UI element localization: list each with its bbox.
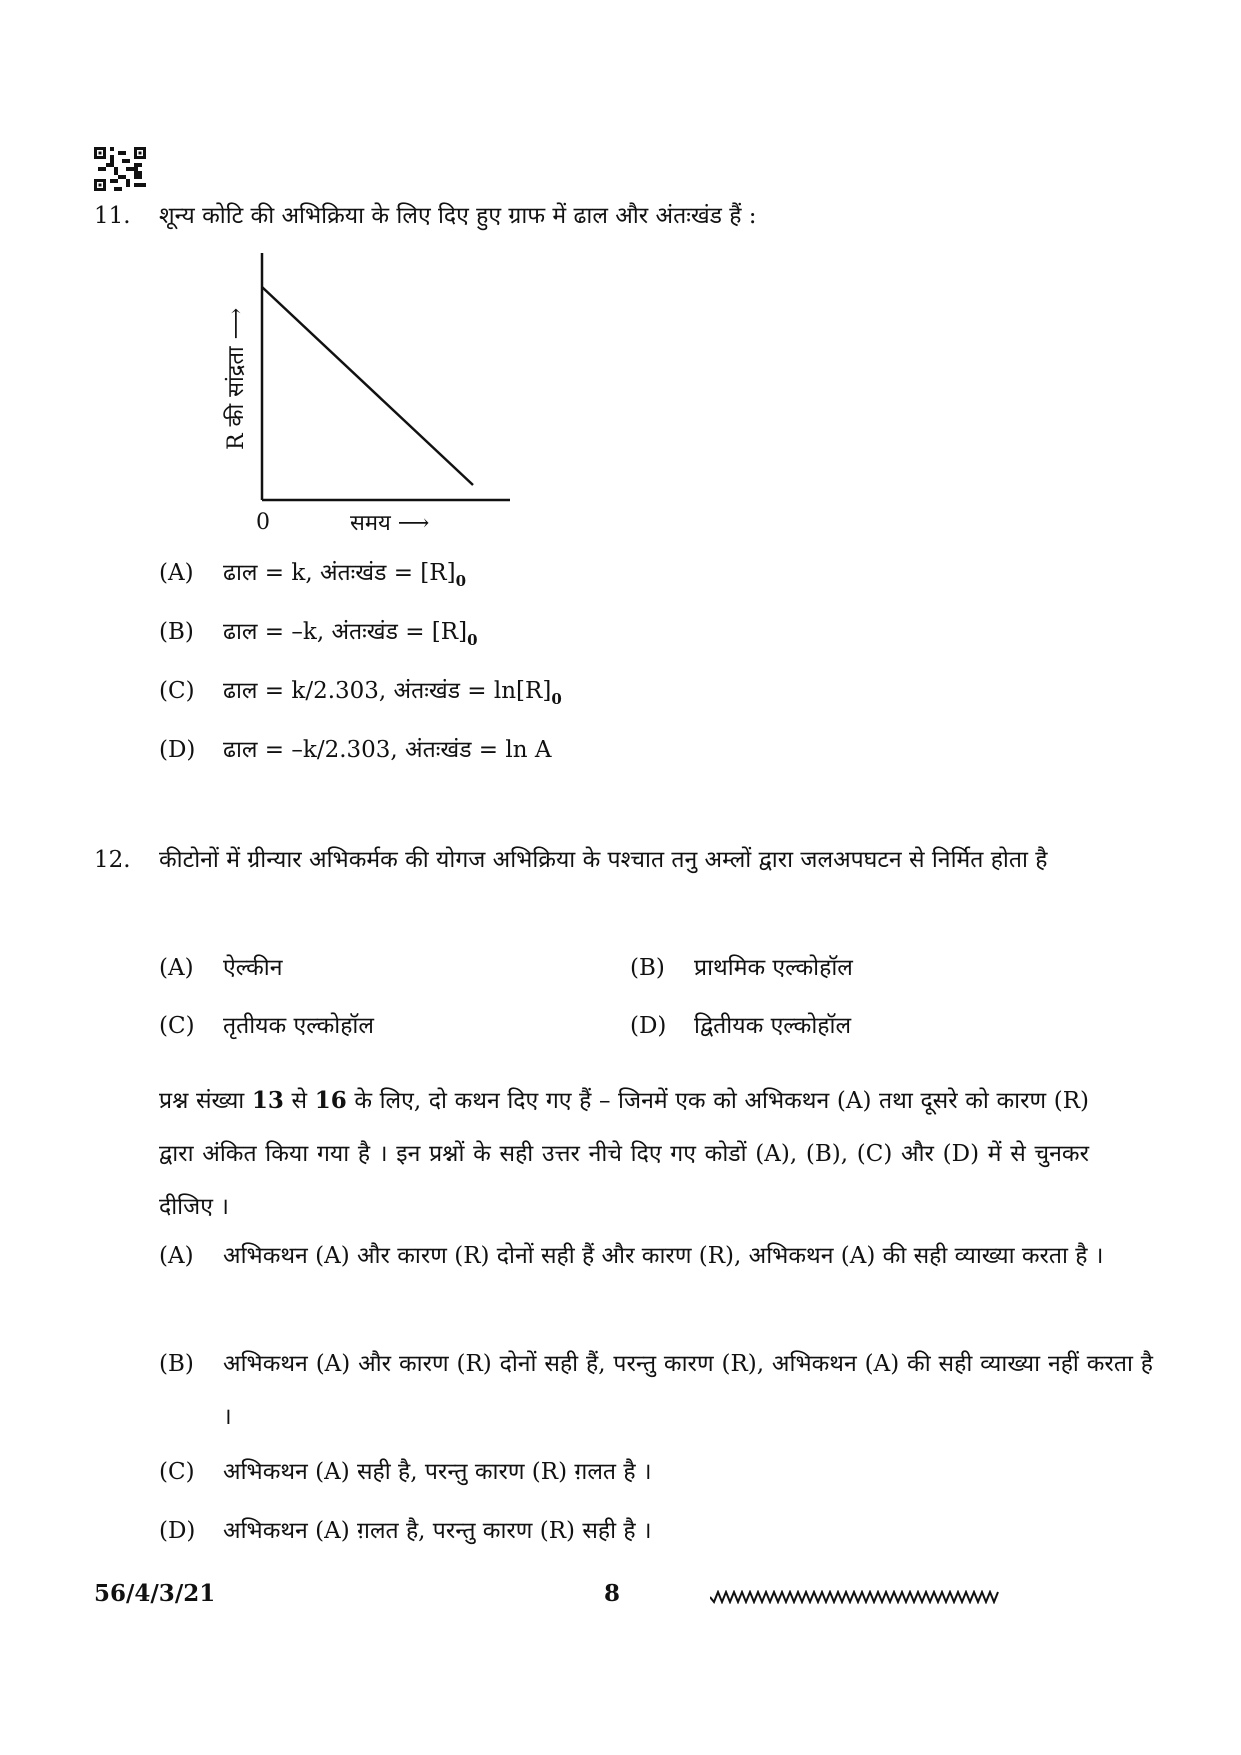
origin-label: 0: [256, 510, 270, 535]
option-11-c[interactable]: (C) ढाल = k/2.303, अंतःखंड = $\ln[R]_0$: [159, 678, 562, 708]
code-a: (A) अभिकथन (A) और कारण (R) दोनों सही हैं और कारण (R), अभिकथन (A) की सही व्याख्या करता है ।: [159, 1243, 1104, 1269]
qr-code: [94, 146, 146, 192]
option-12-c[interactable]: (C) तृतीयक एल्कोहॉल: [159, 1013, 374, 1039]
option-11-b[interactable]: (B) ढाल = –k, अंतःखंड = $[R]_0$: [159, 619, 478, 649]
code-c: (C) अभिकथन (A) सही है, परन्तु कारण (R) ग़लत है ।: [159, 1459, 652, 1485]
code-b: (B) अभिकथन (A) और कारण (R) दोनों सही हैं, परन्तु कारण (R), अभिकथन (A) की सही व्याख्या नहीं करता है ।: [159, 1351, 1153, 1430]
wavy-line-decoration: [710, 1590, 1000, 1604]
question-number: 11.: [94, 203, 131, 229]
option-12-d[interactable]: (D) द्वितीयक एल्कोहॉल: [630, 1013, 852, 1039]
page-number: 8: [604, 1580, 621, 1607]
question-text: कीटोनों में ग्रीन्यार अभिकर्मक की योगज अभिक्रिया के पश्चात तनु अम्लों द्वारा जलअपघटन से निर्मित होता है: [159, 847, 1048, 873]
option-11-a[interactable]: (A) ढाल = k, अंतःखंड = $[R]_0$: [159, 560, 466, 590]
data-line: [262, 287, 473, 485]
assertion-reason-instructions: प्रश्न संख्या 13 से 16 के लिए, दो कथन दिए गए हैं – जिनमें एक को अभिकथन (A) तथा दूसरे को कारण (R) द्वारा अंकित किया गया है । इन प्रश्नों के सही उत्तर नीचे दिए गए कोडों (A), (B), (C) और (D) में से चुनकर दीजिए ।: [159, 1087, 1089, 1220]
question-text: शून्य कोटि की अभिक्रिया के लिए दिए हुए ग्राफ में ढाल और अंतःखंड हैं :: [159, 203, 757, 229]
code-d: (D) अभिकथन (A) ग़लत है, परन्तु कारण (R) सही है ।: [159, 1518, 652, 1544]
option-11-d[interactable]: (D) ढाल = –k/2.303, अंतःखंड = ln A: [159, 737, 552, 763]
option-12-b[interactable]: (B) प्राथमिक एल्कोहॉल: [630, 955, 853, 981]
paper-code: 56/4/3/21: [94, 1580, 216, 1607]
concentration-time-graph: [200, 245, 530, 550]
y-axis-label: R की सांद्रता ⟶: [224, 307, 249, 450]
option-12-a[interactable]: (A) ऐल्कीन: [159, 955, 283, 981]
x-axis-label: समय ⟶: [350, 511, 430, 536]
question-number: 12.: [94, 847, 131, 873]
